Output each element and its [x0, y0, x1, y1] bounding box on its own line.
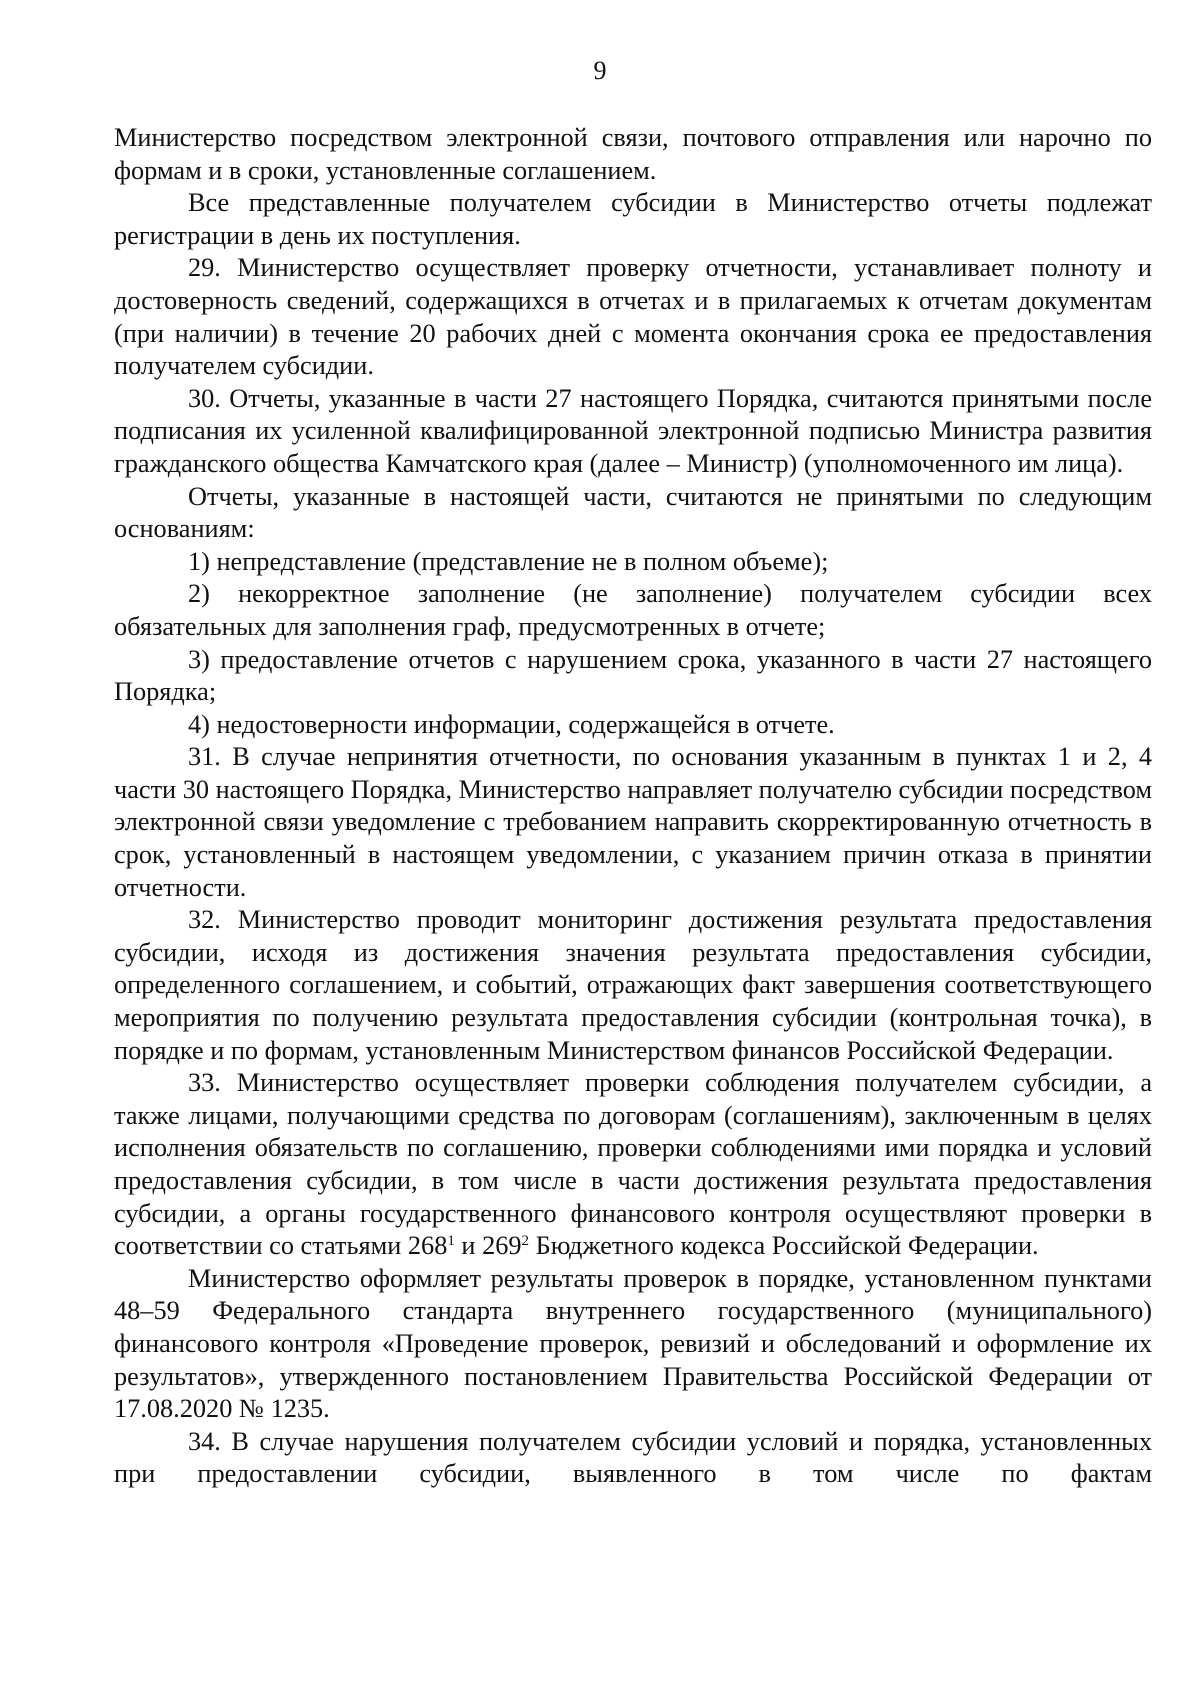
paragraph-29: 29. Министерство осуществляет проверку отчетности, устанавливает полноту и достоверность сведений, содержащихся в отчетах и в прилагаемых к отчетам документам (при наличии) в течение 20 рабочих дней с момента окончания срока ее предоставления получателем субсидии. — [114, 253, 1152, 381]
superscript-2: 2 — [521, 1233, 530, 1250]
document-body — [114, 122, 1152, 1491]
paragraph-reports-registration: Все представленные получателем субсидии в Министерство отчеты подлежат регистрации в день их поступления. — [114, 188, 1152, 250]
paragraph-30: 30. Отчеты, указанные в части 27 настоящего Порядка, считаются принятыми после подписания их усиленной квалифицированной электронной подписью Министра развития гражданского общества Камчатского края (далее – Министр) (уполномоченного им лица). — [114, 383, 1152, 478]
paragraph-33-text-c: Бюджетного кодекса Российской Федерации. — [529, 1231, 1039, 1261]
superscript-1: 1 — [447, 1233, 455, 1250]
list-item-2: 2) некорректное заполнение (не заполнение) получателем субсидии всех обязательных для заполнения граф, предусмотренных в отчете; — [114, 579, 1152, 641]
paragraph-33-text-b: и 269 — [454, 1231, 522, 1261]
list-item-1: 1) непредставление (представление не в полном объеме); — [188, 546, 829, 576]
paragraph-continuation: Министерство посредством электронной связи, почтового отправления или нарочно по формам и в сроки, установленные соглашением. — [114, 123, 1152, 185]
list-item-3: 3) предоставление отчетов с нарушением срока, указанного в части 27 настоящего Порядка; — [114, 644, 1152, 707]
paragraph-34: 34. В случае нарушения получателем субсидии условий и порядка, установленных при предоставлении субсидии, выявленного в том числе по фактам — [114, 1426, 1152, 1489]
paragraph-33-results: Министерство оформляет результаты проверок в порядке, установленном пунктами 48–59 Федерального стандарта внутреннего государственного (муниципального) финансового контроля «Проведение проверок, ревизий и обследований и оформление их результатов», утвержденного постановлением Правительства Российской Федерации от 17.08.2020 № 1235. — [114, 1263, 1152, 1424]
paragraph-32: 32. Министерство проводит мониторинг достижения результата предоставления субсидии, исходя из достижения значения результата предоставления субсидии, определенного соглашением, и событий, отражающих факт завершения соответствующего мероприятия по получению результата предоставления субсидии (контрольная точка), в порядке и по формам, установленным Министерством финансов Российской Федерации. — [114, 905, 1152, 1065]
paragraph-30-grounds: Отчеты, указанные в настоящей части, считаются не принятыми по следующим основаниям: — [114, 481, 1152, 544]
paragraph-31: 31. В случае непринятия отчетности, по основания указанным в пунктах 1 и 2, 4 части 30 настоящего Порядка, Министерство направляет получателю субсидии посредством электронной связи уведомление с требованием направить скорректированную отчетность в срок, установленный в настоящем уведомлении, с указанием причин отказа в принятии отчетности. — [114, 742, 1152, 902]
paragraph-33-text-a: 33. Министерство осуществляет проверки соблюдения получателем субсидии, а также лицами, получающими средства по договорам (соглашениям), заключенным в целях исполнения обязательств по соглашению, проверки соблюдениями ими порядка и условий предоставления субсидии, в том числе в части достижения результата предоставления субсидии, а органы государственного финансового контроля осуществляют проверки в соответствии со статьями 268 — [114, 1068, 1152, 1261]
paragraph-33 — [114, 1067, 1152, 1263]
page-number: 9 — [593, 56, 607, 85]
list-item-4: 4) недостоверности информации, содержащейся в отчете. — [188, 709, 835, 739]
